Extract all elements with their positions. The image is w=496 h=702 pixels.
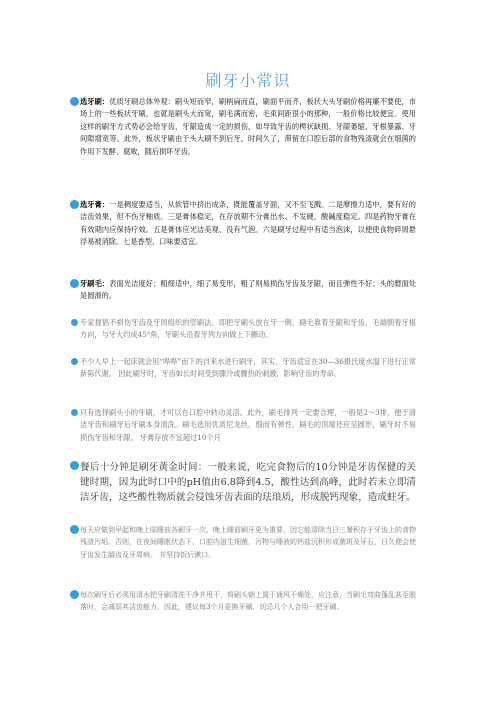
section-toothbrush (80, 96, 416, 158)
highlight-text: 餐后十分钟是刷牙黄金时间：一般来说，吃完食物后的10分钟是牙齿保健的关键时期，因为此时口中的pH值由6.8降到4.5，酸性达到高峰，此时若未立即清洁牙齿，这些酸性物质就会侵蚀牙齿表面的珐琅质，形成脱钙现象，造成蛀牙。 (80, 462, 416, 503)
section-body: 表面光洁度好；粗细适中，细了易变形，粗了则易损伤牙齿及牙龈，而且弹性不好；头的磨面处是圆滑的。 (80, 279, 416, 301)
bullet-icon (70, 97, 79, 106)
note-brush-head (80, 407, 416, 444)
section-heading: 选牙刷： (80, 97, 110, 106)
section-bristles (80, 278, 416, 303)
bullet-icon (70, 525, 79, 534)
page-title: 刷牙小常识 (205, 71, 291, 90)
section-body: 一是稠度要适当，从软管中挤出成条，既能覆盖牙面，又不至飞溅。二是摩擦力适中，要有好的洁齿效果，但不伤牙釉质。三是膏体稳定，在存放期不分膏出水、不发硬，酸碱度稳定。四是药物牙膏在有效期内应保持疗效。五是膏体应光洁美观、没有气泡。六是刷牙过程中有适当泡沫，以便使食物碎屑悬浮易被消除。七是香型、口味要适宜。 (80, 200, 416, 247)
section-heading: 选牙膏： (80, 200, 110, 209)
tip-text: 每天应做到早起和晚上临睡前各刷牙一次，晚上睡前刷牙更为重要，因它能清除当日三餐积存于牙齿上的食物残渣污垢。否则，在夜间睡眠状态下，口腔内滋生细菌，污物与唾液的钙盐沉积形成菌斑及牙石，日久便会使牙齿发生龋齿及牙周病。 并坚持饭后漱口。 (80, 526, 416, 559)
tip-brushing-frequency (80, 524, 416, 561)
bullet-icon (70, 200, 79, 209)
bullet-icon (71, 358, 78, 365)
bullet-icon (71, 319, 78, 326)
bullet-icon (71, 409, 78, 416)
note-water-temperature (80, 356, 416, 381)
note-text: 只有选择刷头小的牙刷，才可以在口腔中转动灵活。此外，刷毛排列一定要合理，一般是2～3排，便于清洁牙齿和刷牙后牙刷本身清洗。刷毛选用优质尼龙丝，细而有弹性。刷毛的顶端还应呈圆形，刷牙时不易损伤牙齿和牙龈。 牙膏存放不宜超过10个月 (80, 408, 416, 442)
bullet-icon (70, 279, 79, 288)
section-toothpaste (80, 199, 416, 249)
section-body: 优质牙刷总体外观：刷头短而窄，刷柄扁而直，刷面平而齐，板状大头牙刷价格再廉不要使，市场上的一些板状牙刷，也就是刷头大而宽，刷毛满而密，毛束间距很小的那种，一般价格比较便宜。使用这样的刷牙方式势必会给牙齿、牙龈造成一定的损伤，如导致牙齿的楔状缺损、牙龈萎缩、牙根暴露、牙间隙增宽等。此外，板状牙刷由于头大刷不到后牙，时间久了，滞留在口腔后部的食物残渣就会在细菌的作用下发酵、腐败，随后损坏牙齿。 (80, 97, 416, 156)
bullet-icon (70, 461, 79, 470)
highlight-golden-time (80, 460, 416, 505)
tip-brush-care (80, 589, 416, 614)
note-brushing-method (80, 317, 416, 342)
tip-text: 每次刷牙后必须用清水把牙刷清洗干净并甩干，将刷头朝上置于通风干燥处，应注意，当刷毛弯曲蓬乱甚至脱落时，会减弱其洁齿能力，因此，建议每3个月更换牙刷，切忌几个人合用一把牙刷。 (80, 591, 416, 612)
section-heading: 牙刷毛： (80, 279, 110, 288)
bullet-icon (70, 590, 79, 599)
note-text: 不少人早上一起床就会用“哗哗”而下的自来水进行刷牙，其实，牙齿适宜在30—36摄氏度水温下进行正常新陈代谢。 因此刷牙时，牙齿如长时间受到骤冷或骤热的刺激，影响牙齿的寿命。 (80, 357, 416, 379)
note-text: 专家提倡不损伤牙齿及牙周组织的竖刷法。即把牙刷头放在牙一侧，刷毛靠着牙龈和牙齿，毛端朝着牙根方向，与牙大约成45°角，牙刷头沿着牙列方向做上下颤动。 (80, 318, 416, 340)
